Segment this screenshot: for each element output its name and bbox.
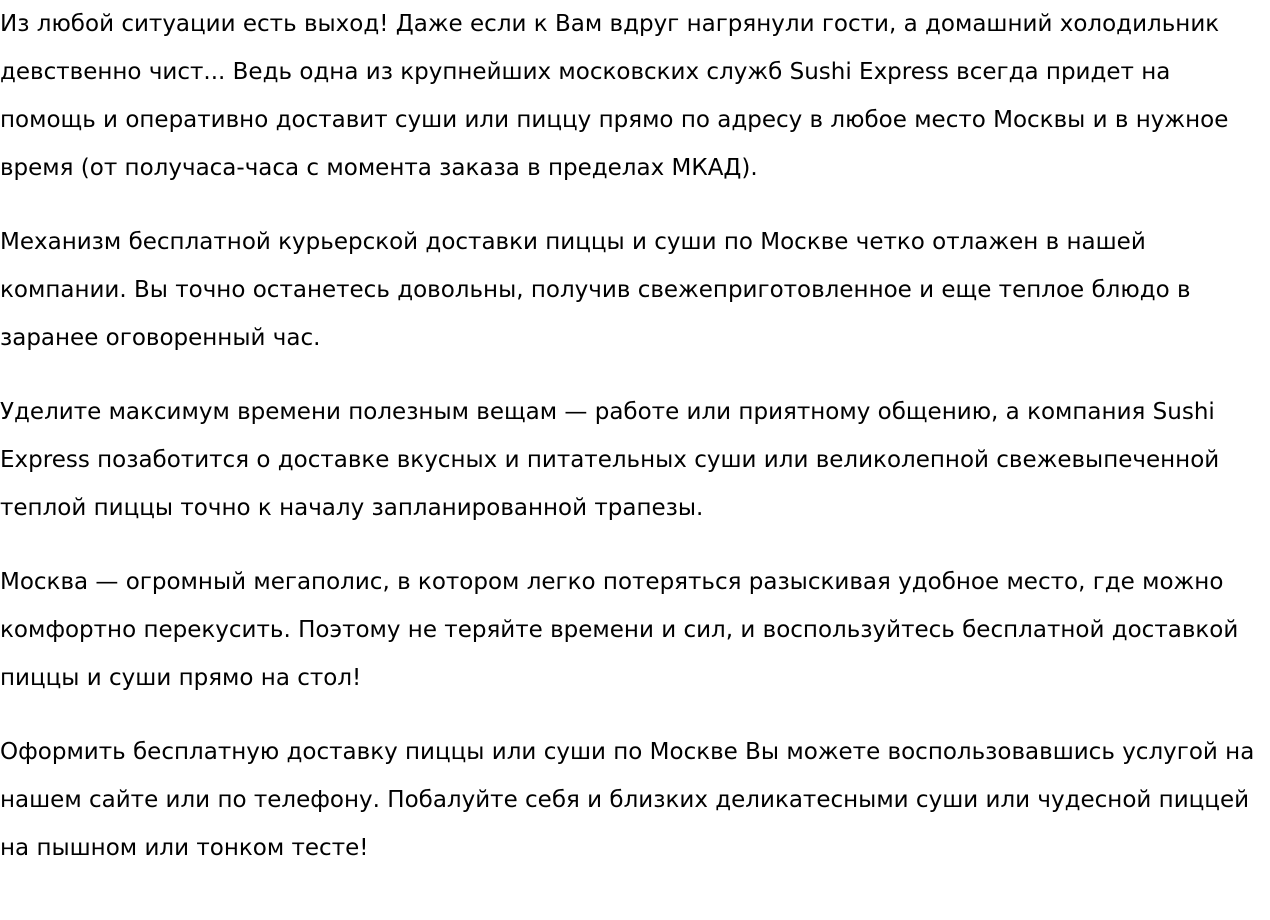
paragraph-5: Оформить бесплатную доставку пиццы или суши по Москве Вы можете воспользовавшись услугой на нашем сайте или по телефону. Побалуйте себя и близких деликатесными суши или чудесной пиццей на пышном или тонком тесте! <box>0 739 1255 861</box>
paragraph-3: Уделите максимум времени полезным вещам — работе или приятному общению, а компания Sushi Express позаботится о доставке вкусных и питательных суши или великолепной свежевыпеченной теплой пиццы точно к началу запланированной трапезы. <box>0 399 1220 521</box>
paragraph-2: Механизм бесплатной курьерской доставки пиццы и суши по Москве четко отлажен в нашей компании. Вы точно останетесь довольны, получив свежеприготовленное и еще теплое блюдо в заранее оговоренный час. <box>0 229 1191 351</box>
paragraph-4: Москва — огромный мегаполис, в котором легко потеряться разыскивая удобное место, где можно комфортно перекусить. Поэтому не теряйте времени и сил, и воспользуйтесь бесплатной доставкой пиццы и суши прямо на стол! <box>0 569 1239 691</box>
paragraph-1: Из любой ситуации есть выход! Даже если к Вам вдруг нагрянули гости, а домашний холодильник девственно чист... Ведь одна из крупнейших московских служб Sushi Express всегда придет на помощь и оперативно доставит суши или пиццу прямо по адресу в любое место Москвы и в нужное время (от получаса-часа с момента заказа в пределах МКАД). <box>0 11 1229 181</box>
